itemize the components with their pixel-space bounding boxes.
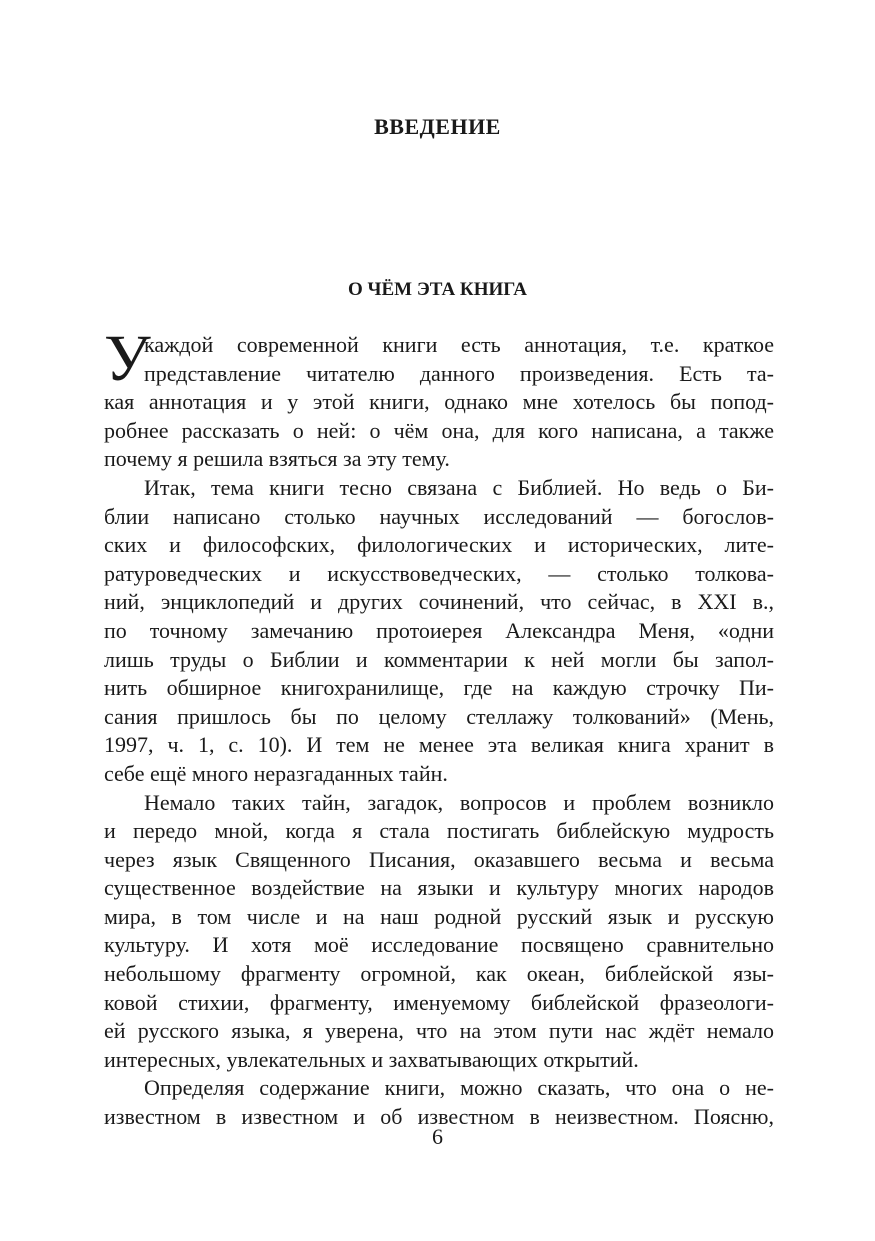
text-line: блии написано столько научных исследований — богослов- — [104, 503, 774, 529]
text-line: робнее рассказать о ней: о чём она, для кого написана, а также — [104, 417, 774, 443]
text-line: мира, в том числе и на наш родной русский язык и русскую — [104, 903, 774, 929]
text-line: Итак, тема книги тесно связана с Библией. Но ведь о Би- — [144, 474, 774, 500]
text-line: 1997, ч. 1, с. 10). И тем не менее эта великая книга хранит в — [104, 732, 774, 758]
text-line: по точному замечанию протоиерея Александра Меня, «одни — [104, 617, 774, 643]
text-line: и передо мной, когда я стала постигать библейскую мудрость — [104, 818, 774, 844]
text-line: кая аннотация и у этой книги, однако мне хотелось бы попод- — [104, 389, 774, 415]
chapter-title: ВВЕДЕНИЕ — [374, 114, 501, 139]
text-line: лишь труды о Библии и комментарии к ней могли бы запол- — [104, 646, 774, 672]
text-line: Определяя содержание книги, можно сказать, что она о не- — [144, 1075, 774, 1101]
text-line: ей русского языка, я уверена, что на этом пути нас ждёт немало — [104, 1018, 774, 1044]
page-number: 6 — [432, 1124, 443, 1149]
text-line: каждой современной книги есть аннотация, т.е. краткое — [144, 332, 774, 357]
text-line: почему я решила взяться за эту тему. — [104, 446, 450, 472]
text-line: ратуроведческих и искусствоведческих, — столько толкова- — [104, 560, 774, 586]
text-line: известном в известном и об известном в неизвестном. Поясню, — [104, 1104, 774, 1130]
section-title: О ЧЁМ ЭТА КНИГА — [348, 279, 527, 300]
text-line: существенное воздействие на языки и культуру многих народов — [104, 875, 774, 901]
text-line: через язык Священного Писания, оказавшего весьма и весьма — [104, 846, 774, 872]
text-line: ний, энциклопедий и других сочинений, что сейчас, в XXI в., — [104, 589, 774, 615]
text-line: сания пришлось бы по целому стеллажу толкований» (Мень, — [104, 703, 774, 729]
text-line: интересных, увлекательных и захватывающих открытий. — [104, 1046, 639, 1072]
text-line: ковой стихии, фрагменту, именуемому библейской фразеологи- — [104, 989, 774, 1015]
text-line: Немало таких тайн, загадок, вопросов и проблем возникло — [144, 789, 774, 815]
text-line: культуру. И хотя моё исследование посвящено сравнительно — [104, 932, 774, 958]
text-line: небольшому фрагменту огромной, как океан, библейской язы- — [104, 961, 774, 987]
text-line: себе ещё много неразгаданных тайн. — [104, 760, 448, 786]
text-line: представление читателю данного произведения. Есть та- — [144, 360, 774, 386]
drop-cap: У — [104, 322, 151, 395]
body-text — [104, 331, 774, 1132]
text-line: ских и философских, филологических и исторических, лите- — [104, 532, 774, 558]
text-line: нить обширное книгохранилище, где на каждую строчку Пи- — [104, 675, 774, 701]
